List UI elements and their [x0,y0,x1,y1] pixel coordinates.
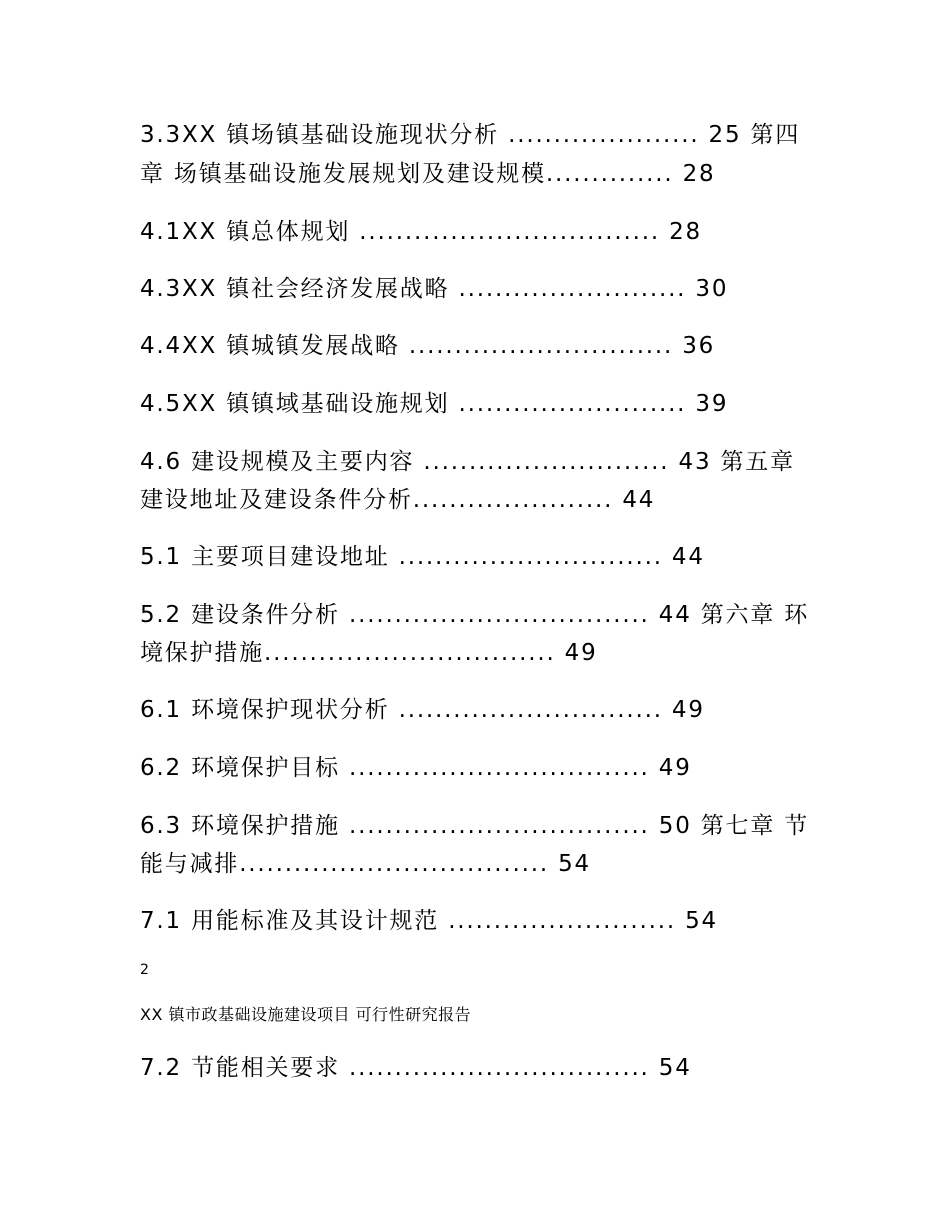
toc-chapter-5: 建设地址及建设条件分析...................... 44 [140,487,656,513]
page-number: 2 [140,962,149,978]
toc-entry-4-3: 4.3XX 镇社会经济发展战略 ......................... 30 [140,276,729,302]
toc-entry-4-1: 4.1XX 镇总体规划 ................................. 28 [140,219,702,245]
toc-entry-5-1: 5.1 主要项目建设地址 ............................. 44 [140,544,705,570]
toc-entry-6-3: 6.3 环境保护措施 ................................. 50 第七章 节 [140,813,810,839]
toc-chapter-6: 境保护措施................................ 49 [140,640,598,666]
toc-chapter-4: 章 场镇基础设施发展规划及建设规模.............. 28 [140,161,716,187]
toc-entry-3-3: 3.3XX 镇场镇基础设施现状分析 ..................... 25 第四 [140,122,801,148]
toc-entry-4-4: 4.4XX 镇城镇发展战略 ............................. 36 [140,333,716,359]
toc-entry-5-2: 5.2 建设条件分析 ................................. 44 第六章 环 [140,602,810,628]
toc-entry-6-1: 6.1 环境保护现状分析 ............................. 49 [140,697,705,723]
toc-chapter-7: 能与减排.................................. 54 [140,851,591,877]
toc-entry-7-1: 7.1 用能标准及其设计规范 ......................... 54 [140,908,718,934]
toc-entry-4-5: 4.5XX 镇镇域基础设施规划 ......................... 39 [140,391,729,417]
toc-entry-7-2: 7.2 节能相关要求 ................................. 54 [140,1055,692,1081]
toc-entry-4-6: 4.6 建设规模及主要内容 ........................... 43 第五章 [140,449,795,475]
toc-entry-6-2: 6.2 环境保护目标 ................................. 49 [140,755,692,781]
running-header: XX 镇市政基础设施建设项目 可行性研究报告 [140,1005,472,1024]
